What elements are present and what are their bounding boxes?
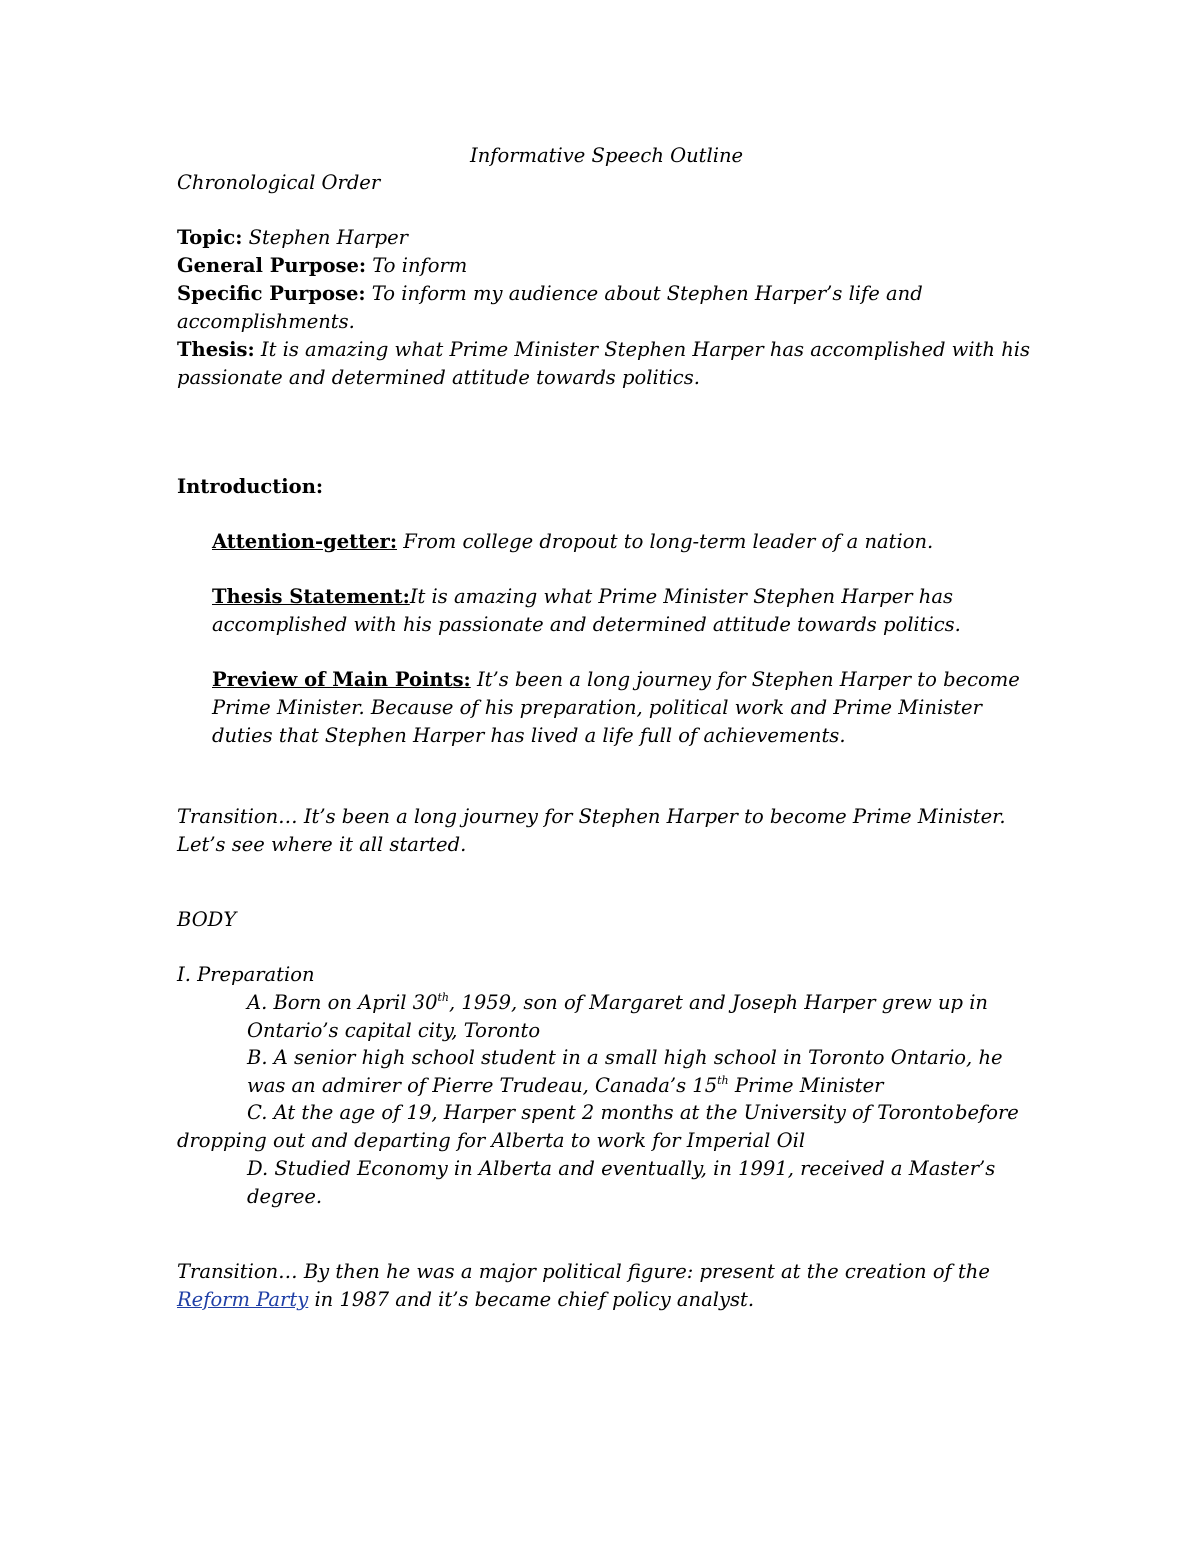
preview-label: Preview of Main Points: <box>212 668 471 691</box>
point-a-line-1 <box>247 989 988 1017</box>
point-a-line-2: Ontario’s capital city, Toronto <box>247 1019 541 1042</box>
attention-getter-value: From college dropout to long-term leader of a nation. <box>403 530 934 553</box>
point-b-line-1: B. A senior high school student in a small high school in Toronto Ontario, he <box>247 1046 1003 1069</box>
thesis-statement-continued: accomplished with his passionate and determined attitude towards politics. <box>212 613 961 636</box>
transition-2-line-2 <box>177 1286 754 1314</box>
preview-continued-2: duties that Stephen Harper has lived a life full of achievements. <box>212 724 846 747</box>
transition-1-line-2: Let’s see where it all started. <box>177 833 467 856</box>
body-heading: BODY <box>177 908 237 931</box>
thesis-value: It is amazing what Prime Minister Stephen Harper has accomplished with his <box>260 338 1030 361</box>
general-purpose-line <box>177 252 467 280</box>
point-b-superscript: th <box>717 1074 729 1087</box>
general-purpose-label: General Purpose: <box>177 254 367 277</box>
attention-getter-label: Attention-getter: <box>212 530 398 553</box>
point-a-text-rest: , 1959, son of Margaret and Joseph Harper grew up in <box>449 991 988 1014</box>
point-a-superscript: th <box>437 991 450 1004</box>
topic-label: Topic: <box>177 226 243 249</box>
specific-purpose-line <box>177 280 923 308</box>
specific-purpose-value: To inform my audience about Stephen Harper’s life and <box>371 282 923 305</box>
document-title: Informative Speech Outline <box>470 144 744 167</box>
specific-purpose-label: Specific Purpose: <box>177 282 366 305</box>
thesis-statement-value: It is amazing what Prime Minister Stephen Harper has <box>409 585 953 608</box>
thesis-statement-label: Thesis Statement: <box>212 585 410 608</box>
point-b-text: was an admirer of Pierre Trudeau, Canada’s 15 <box>247 1074 718 1097</box>
point-d-line-2: degree. <box>247 1185 323 1208</box>
point-b-text-rest: Prime Minister <box>728 1074 884 1097</box>
attention-getter-line <box>212 528 933 556</box>
specific-purpose-continued: accomplishments. <box>177 310 355 333</box>
point-b-line-2 <box>247 1072 883 1100</box>
transition-2-line-1: Transition… By then he was a major political figure: present at the creation of the <box>177 1260 990 1283</box>
preview-line <box>212 666 1020 694</box>
section-1-heading: I. Preparation <box>177 963 315 986</box>
topic-line <box>177 224 408 252</box>
preview-value: It’s been a long journey for Stephen Harper to become <box>476 668 1020 691</box>
thesis-label: Thesis: <box>177 338 255 361</box>
thesis-statement-line <box>212 583 953 611</box>
general-purpose-value: To inform <box>372 254 468 277</box>
point-c-line-1-tail: before <box>955 1101 1019 1124</box>
point-a-text: A. Born on April 30 <box>247 991 438 1014</box>
transition-1-line-1: Transition… It’s been a long journey for Stephen Harper to become Prime Minister. <box>177 805 1006 828</box>
transition-2-line-2-text: in 1987 and it’s became chief policy analyst. <box>308 1288 755 1311</box>
point-c-line-2: dropping out and departing for Alberta to work for Imperial Oil <box>177 1129 806 1152</box>
thesis-line <box>177 336 1030 364</box>
point-c-line-1: C. At the age of 19, Harper spent 2 months at the University of Toronto <box>247 1101 954 1124</box>
topic-value: Stephen Harper <box>248 226 408 249</box>
organization-pattern: Chronological Order <box>177 171 381 194</box>
thesis-continued: passionate and determined attitude towards politics. <box>177 366 700 389</box>
point-d-line-1: D. Studied Economy in Alberta and eventually, in 1991, received a Master’s <box>247 1157 996 1180</box>
preview-continued-1: Prime Minister. Because of his preparation, political work and Prime Minister <box>212 696 982 719</box>
reform-party-link[interactable]: Reform Party <box>177 1288 309 1311</box>
introduction-heading: Introduction: <box>177 475 324 498</box>
